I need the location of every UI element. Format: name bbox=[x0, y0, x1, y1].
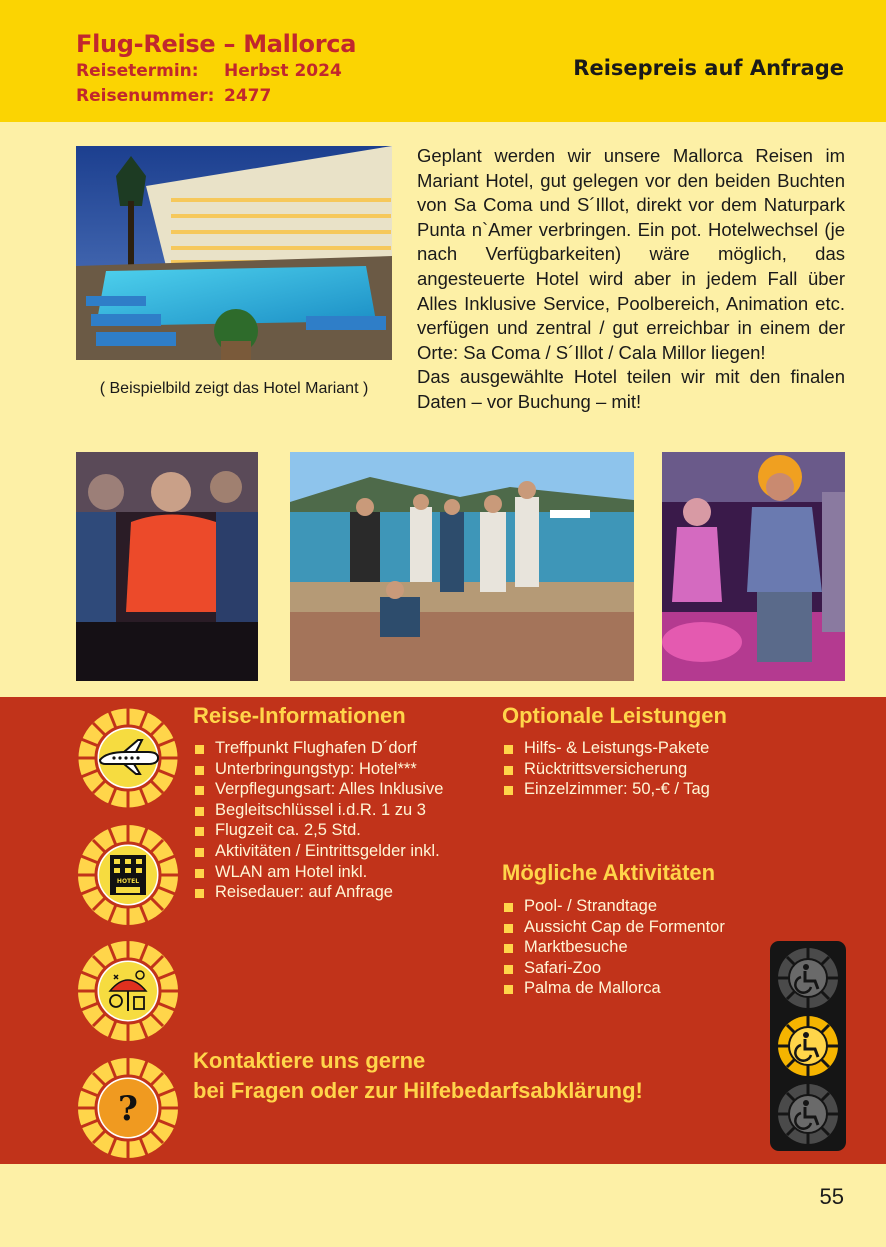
list-item: Begleitschlüssel i.d.R. 1 zu 3 bbox=[193, 800, 443, 821]
intro-paragraph: Geplant werden wir unsere Mallorca Reisen im Mariant Hotel, gut gelegen vor den beiden Buchten von Sa Coma und S´Illot, direkt vor dem Naturpark Punta n`Amer verbringen. Ein pot. Hotelwechsel (je nach Verfügbarkeiten) wäre möglich, das angesteuerte Hotel wird aber in jedem Fall über Alles Inklusive Service, Poolbereich, Animation etc. verfügen und zentral / gut erreichbar in einem der Orte: Sa Coma / S´Illot / Cala Millor liegen! bbox=[417, 145, 845, 363]
bullet-icon bbox=[195, 869, 204, 878]
trip-title: Flug-Reise – Mallorca bbox=[76, 30, 357, 58]
list-item: Verpflegungsart: Alles Inklusive bbox=[193, 779, 443, 800]
list-item: Unterbringungstyp: Hotel*** bbox=[193, 759, 443, 780]
question-mark: ? bbox=[118, 1089, 138, 1129]
price-note: Reisepreis auf Anfrage bbox=[573, 56, 844, 80]
trip-number-label: Reisenummer: bbox=[76, 86, 215, 106]
activities-title: Mögliche Aktivitäten bbox=[502, 860, 716, 885]
list-item: Pool- / Strandtage bbox=[502, 896, 725, 917]
wheelchair-icon bbox=[777, 1083, 839, 1145]
question-icon bbox=[76, 1056, 180, 1160]
hotel-photo-caption: ( Beispielbild zeigt das Hotel Mariant ) bbox=[99, 380, 369, 397]
list-item: Marktbesuche bbox=[502, 937, 725, 958]
list-item: Aussicht Cap de Formentor bbox=[502, 917, 725, 938]
info-title: Reise-Informationen bbox=[193, 703, 406, 728]
list-item: WLAN am Hotel inkl. bbox=[193, 862, 443, 883]
intro-paragraph: Das ausgewählte Hotel teilen wir mit den finalen Daten – vor Buchung – mit! bbox=[417, 366, 845, 412]
trip-number-row bbox=[76, 86, 272, 106]
bullet-icon bbox=[504, 903, 513, 912]
trip-date-label: Reisetermin: bbox=[76, 61, 199, 81]
bullet-icon bbox=[195, 786, 204, 795]
list-item: Hilfs- & Leistungs-Pakete bbox=[502, 738, 710, 759]
bullet-icon bbox=[195, 848, 204, 857]
bullet-icon bbox=[504, 786, 513, 795]
accessibility-indicator bbox=[770, 941, 846, 1151]
hotel-photo bbox=[76, 146, 392, 360]
info-list bbox=[193, 738, 443, 903]
page-number: 55 bbox=[819, 1184, 844, 1209]
trip-date-value: Herbst 2024 bbox=[224, 61, 342, 81]
list-item: Rücktrittsversicherung bbox=[502, 759, 710, 780]
disco-photo bbox=[662, 452, 845, 681]
list-item: Treffpunkt Flughafen D´dorf bbox=[193, 738, 443, 759]
beach-activities-icon bbox=[76, 939, 180, 1043]
bullet-icon bbox=[504, 944, 513, 953]
group-photo bbox=[290, 452, 634, 681]
trip-date-row bbox=[76, 61, 342, 81]
contact-line: Kontaktiere uns gerne bbox=[193, 1048, 426, 1073]
intro-text bbox=[417, 144, 845, 415]
list-item: Reisedauer: auf Anfrage bbox=[193, 882, 443, 903]
list-item: Safari-Zoo bbox=[502, 958, 725, 979]
page-header bbox=[0, 0, 886, 122]
list-item: Flugzeit ca. 2,5 Std. bbox=[193, 820, 443, 841]
optional-list bbox=[502, 738, 710, 800]
bullet-icon bbox=[195, 827, 204, 836]
list-item: Palma de Mallorca bbox=[502, 978, 725, 999]
trip-number-value: 2477 bbox=[224, 86, 272, 106]
hotel-icon bbox=[76, 823, 180, 927]
bullet-icon bbox=[195, 766, 204, 775]
optional-title: Optionale Leistungen bbox=[502, 703, 727, 728]
list-item: Aktivitäten / Eintrittsgelder inkl. bbox=[193, 841, 443, 862]
bullet-icon bbox=[195, 745, 204, 754]
bullet-icon bbox=[195, 807, 204, 816]
airplane-icon bbox=[76, 706, 180, 810]
list-item: Einzelzimmer: 50,-€ / Tag bbox=[502, 779, 710, 800]
bullet-icon bbox=[504, 745, 513, 754]
contact-note bbox=[193, 1046, 643, 1106]
wheelchair-icon bbox=[777, 947, 839, 1009]
hotel-sign: HOTEL bbox=[116, 878, 140, 885]
bullet-icon bbox=[504, 924, 513, 933]
party-photo bbox=[76, 452, 258, 681]
contact-line: bei Fragen oder zur Hilfebedarfsabklärung! bbox=[193, 1078, 643, 1103]
bullet-icon bbox=[504, 766, 513, 775]
bullet-icon bbox=[504, 965, 513, 974]
wheelchair-icon bbox=[777, 1015, 839, 1077]
bullet-icon bbox=[195, 889, 204, 898]
activities-list bbox=[502, 896, 725, 999]
bullet-icon bbox=[504, 985, 513, 994]
